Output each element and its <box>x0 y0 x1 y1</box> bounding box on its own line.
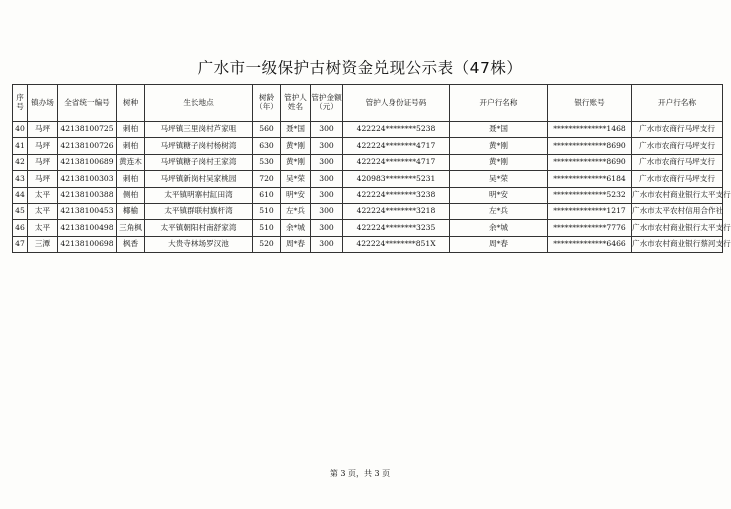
row-keeper: 周*春 <box>281 236 311 252</box>
row-bank-name: 广水市农村商业银行太平支行 <box>632 220 723 236</box>
row-bank-account: **************1468 <box>548 122 632 138</box>
row-keeper: 左*兵 <box>281 203 311 219</box>
row-species: 刺柏 <box>117 171 145 187</box>
row-amount: 300 <box>311 171 343 187</box>
table-row <box>13 171 723 187</box>
row-bank-name: 广水市太平农村信用合作社 <box>632 203 723 219</box>
row-account-holder: 明*安 <box>450 187 548 203</box>
row-town: 马坪 <box>28 122 58 138</box>
col-header-no: 序号 <box>13 85 28 122</box>
row-species: 黄连木 <box>117 154 145 170</box>
row-town: 太平 <box>28 187 58 203</box>
row-id-number: 422224********5238 <box>343 122 450 138</box>
row-id-number: 420983********5231 <box>343 171 450 187</box>
row-amount: 300 <box>311 236 343 252</box>
col-header-species: 树种 <box>117 85 145 122</box>
table-header-row <box>13 85 723 122</box>
col-header-keeper: 管护人姓名 <box>281 85 311 122</box>
row-amount: 300 <box>311 203 343 219</box>
table-row <box>13 220 723 236</box>
row-code: 42138100698 <box>58 236 117 252</box>
row-amount: 300 <box>311 220 343 236</box>
row-species: 椰榆 <box>117 203 145 219</box>
row-bank-name: 广水市农商行马坪支行 <box>632 171 723 187</box>
row-keeper: 黄*刚 <box>281 154 311 170</box>
row-code: 42138100498 <box>58 220 117 236</box>
row-keeper: 黄*刚 <box>281 138 311 154</box>
funding-table <box>12 84 731 253</box>
row-account-holder: 黄*刚 <box>450 138 548 154</box>
table-row <box>13 187 723 203</box>
table-row <box>13 203 723 219</box>
row-keeper: 吴*荣 <box>281 171 311 187</box>
row-location: 马坪镇三里岗村芦家咀 <box>145 122 253 138</box>
col-header-holder: 开户行名称 <box>450 85 548 122</box>
row-no: 40 <box>13 122 28 138</box>
row-id-number: 422224********851X <box>343 236 450 252</box>
row-age: 520 <box>253 236 281 252</box>
row-no: 47 <box>13 236 28 252</box>
page-title: 广水市一级保护古树资金兑现公示表（47株） <box>197 59 523 77</box>
row-account-holder: 吴*荣 <box>450 171 548 187</box>
row-town: 马坪 <box>28 138 58 154</box>
col-header-town: 镇办场 <box>28 85 58 122</box>
row-species: 侧柏 <box>117 187 145 203</box>
row-account-holder: 黄*刚 <box>450 154 548 170</box>
row-species: 刺柏 <box>117 138 145 154</box>
row-id-number: 422224********3238 <box>343 187 450 203</box>
row-bank-account: **************6184 <box>548 171 632 187</box>
row-age: 530 <box>253 154 281 170</box>
row-location: 太平镇明寨村缸田湾 <box>145 187 253 203</box>
row-code: 42138100689 <box>58 154 117 170</box>
row-age: 560 <box>253 122 281 138</box>
page-footer: 第 3 页，共 3 页 <box>329 469 391 478</box>
col-header-age: 树龄（年） <box>253 85 281 122</box>
row-keeper: 聂*国 <box>281 122 311 138</box>
row-bank-account: **************8690 <box>548 154 632 170</box>
row-id-number: 422224********3218 <box>343 203 450 219</box>
col-header-location: 生长地点 <box>145 85 253 122</box>
row-bank-account: **************6466 <box>548 236 632 252</box>
row-bank-name: 广水市农商行马坪支行 <box>632 122 723 138</box>
col-header-amount: 管护金额（元） <box>311 85 343 122</box>
row-location: 马坪镇糖子岗村杨树湾 <box>145 138 253 154</box>
row-code: 42138100388 <box>58 187 117 203</box>
row-no: 45 <box>13 203 28 219</box>
row-town: 太平 <box>28 203 58 219</box>
row-code: 42138100303 <box>58 171 117 187</box>
row-bank-name: 广水市农商行马坪支行 <box>632 138 723 154</box>
table-row <box>13 138 723 154</box>
row-bank-account: **************8690 <box>548 138 632 154</box>
row-location: 马坪镇新岗村吴家桃园 <box>145 171 253 187</box>
row-town: 三潭 <box>28 236 58 252</box>
row-id-number: 422224********4717 <box>343 138 450 154</box>
row-no: 41 <box>13 138 28 154</box>
row-no: 44 <box>13 187 28 203</box>
row-age: 630 <box>253 138 281 154</box>
row-id-number: 422224********3235 <box>343 220 450 236</box>
row-bank-name: 广水市农商行马坪支行 <box>632 154 723 170</box>
table-row <box>13 154 723 170</box>
row-bank-account: **************5232 <box>548 187 632 203</box>
row-age: 720 <box>253 171 281 187</box>
col-header-account: 银行账号 <box>548 85 632 122</box>
row-species: 三角枫 <box>117 220 145 236</box>
row-species: 刺柏 <box>117 122 145 138</box>
row-no: 46 <box>13 220 28 236</box>
row-account-holder: 余*城 <box>450 220 548 236</box>
row-amount: 300 <box>311 154 343 170</box>
row-town: 太平 <box>28 220 58 236</box>
row-code: 42138100726 <box>58 138 117 154</box>
table-row <box>13 122 723 138</box>
row-code: 42138100453 <box>58 203 117 219</box>
row-account-holder: 聂*国 <box>450 122 548 138</box>
row-age: 510 <box>253 220 281 236</box>
col-header-bank: 开户行名称 <box>632 85 723 122</box>
row-amount: 300 <box>311 138 343 154</box>
row-bank-account: **************7776 <box>548 220 632 236</box>
row-age: 510 <box>253 203 281 219</box>
row-location: 太平镇朝阳村南舒家湾 <box>145 220 253 236</box>
col-header-id: 管护人身份证号码 <box>343 85 450 122</box>
row-bank-account: **************1217 <box>548 203 632 219</box>
row-id-number: 422224********4717 <box>343 154 450 170</box>
row-bank-name: 广水市农村商业银行太平支行 <box>632 187 723 203</box>
row-amount: 300 <box>311 187 343 203</box>
row-town: 马坪 <box>28 154 58 170</box>
row-species: 枫香 <box>117 236 145 252</box>
row-location: 太平镇群联村旗杆湾 <box>145 203 253 219</box>
row-age: 610 <box>253 187 281 203</box>
row-amount: 300 <box>311 122 343 138</box>
row-bank-name: 广水市农村商业银行蔡河支行 <box>632 236 723 252</box>
row-no: 42 <box>13 154 28 170</box>
row-town: 马坪 <box>28 171 58 187</box>
row-keeper: 余*城 <box>281 220 311 236</box>
row-location: 大贵寺林场罗汉池 <box>145 236 253 252</box>
table-row <box>13 236 723 252</box>
row-account-holder: 周*春 <box>450 236 548 252</box>
row-account-holder: 左*兵 <box>450 203 548 219</box>
row-no: 43 <box>13 171 28 187</box>
row-code: 42138100725 <box>58 122 117 138</box>
col-header-code: 全省统一编号 <box>58 85 117 122</box>
row-location: 马坪镇糖子岗村王家湾 <box>145 154 253 170</box>
row-keeper: 明*安 <box>281 187 311 203</box>
